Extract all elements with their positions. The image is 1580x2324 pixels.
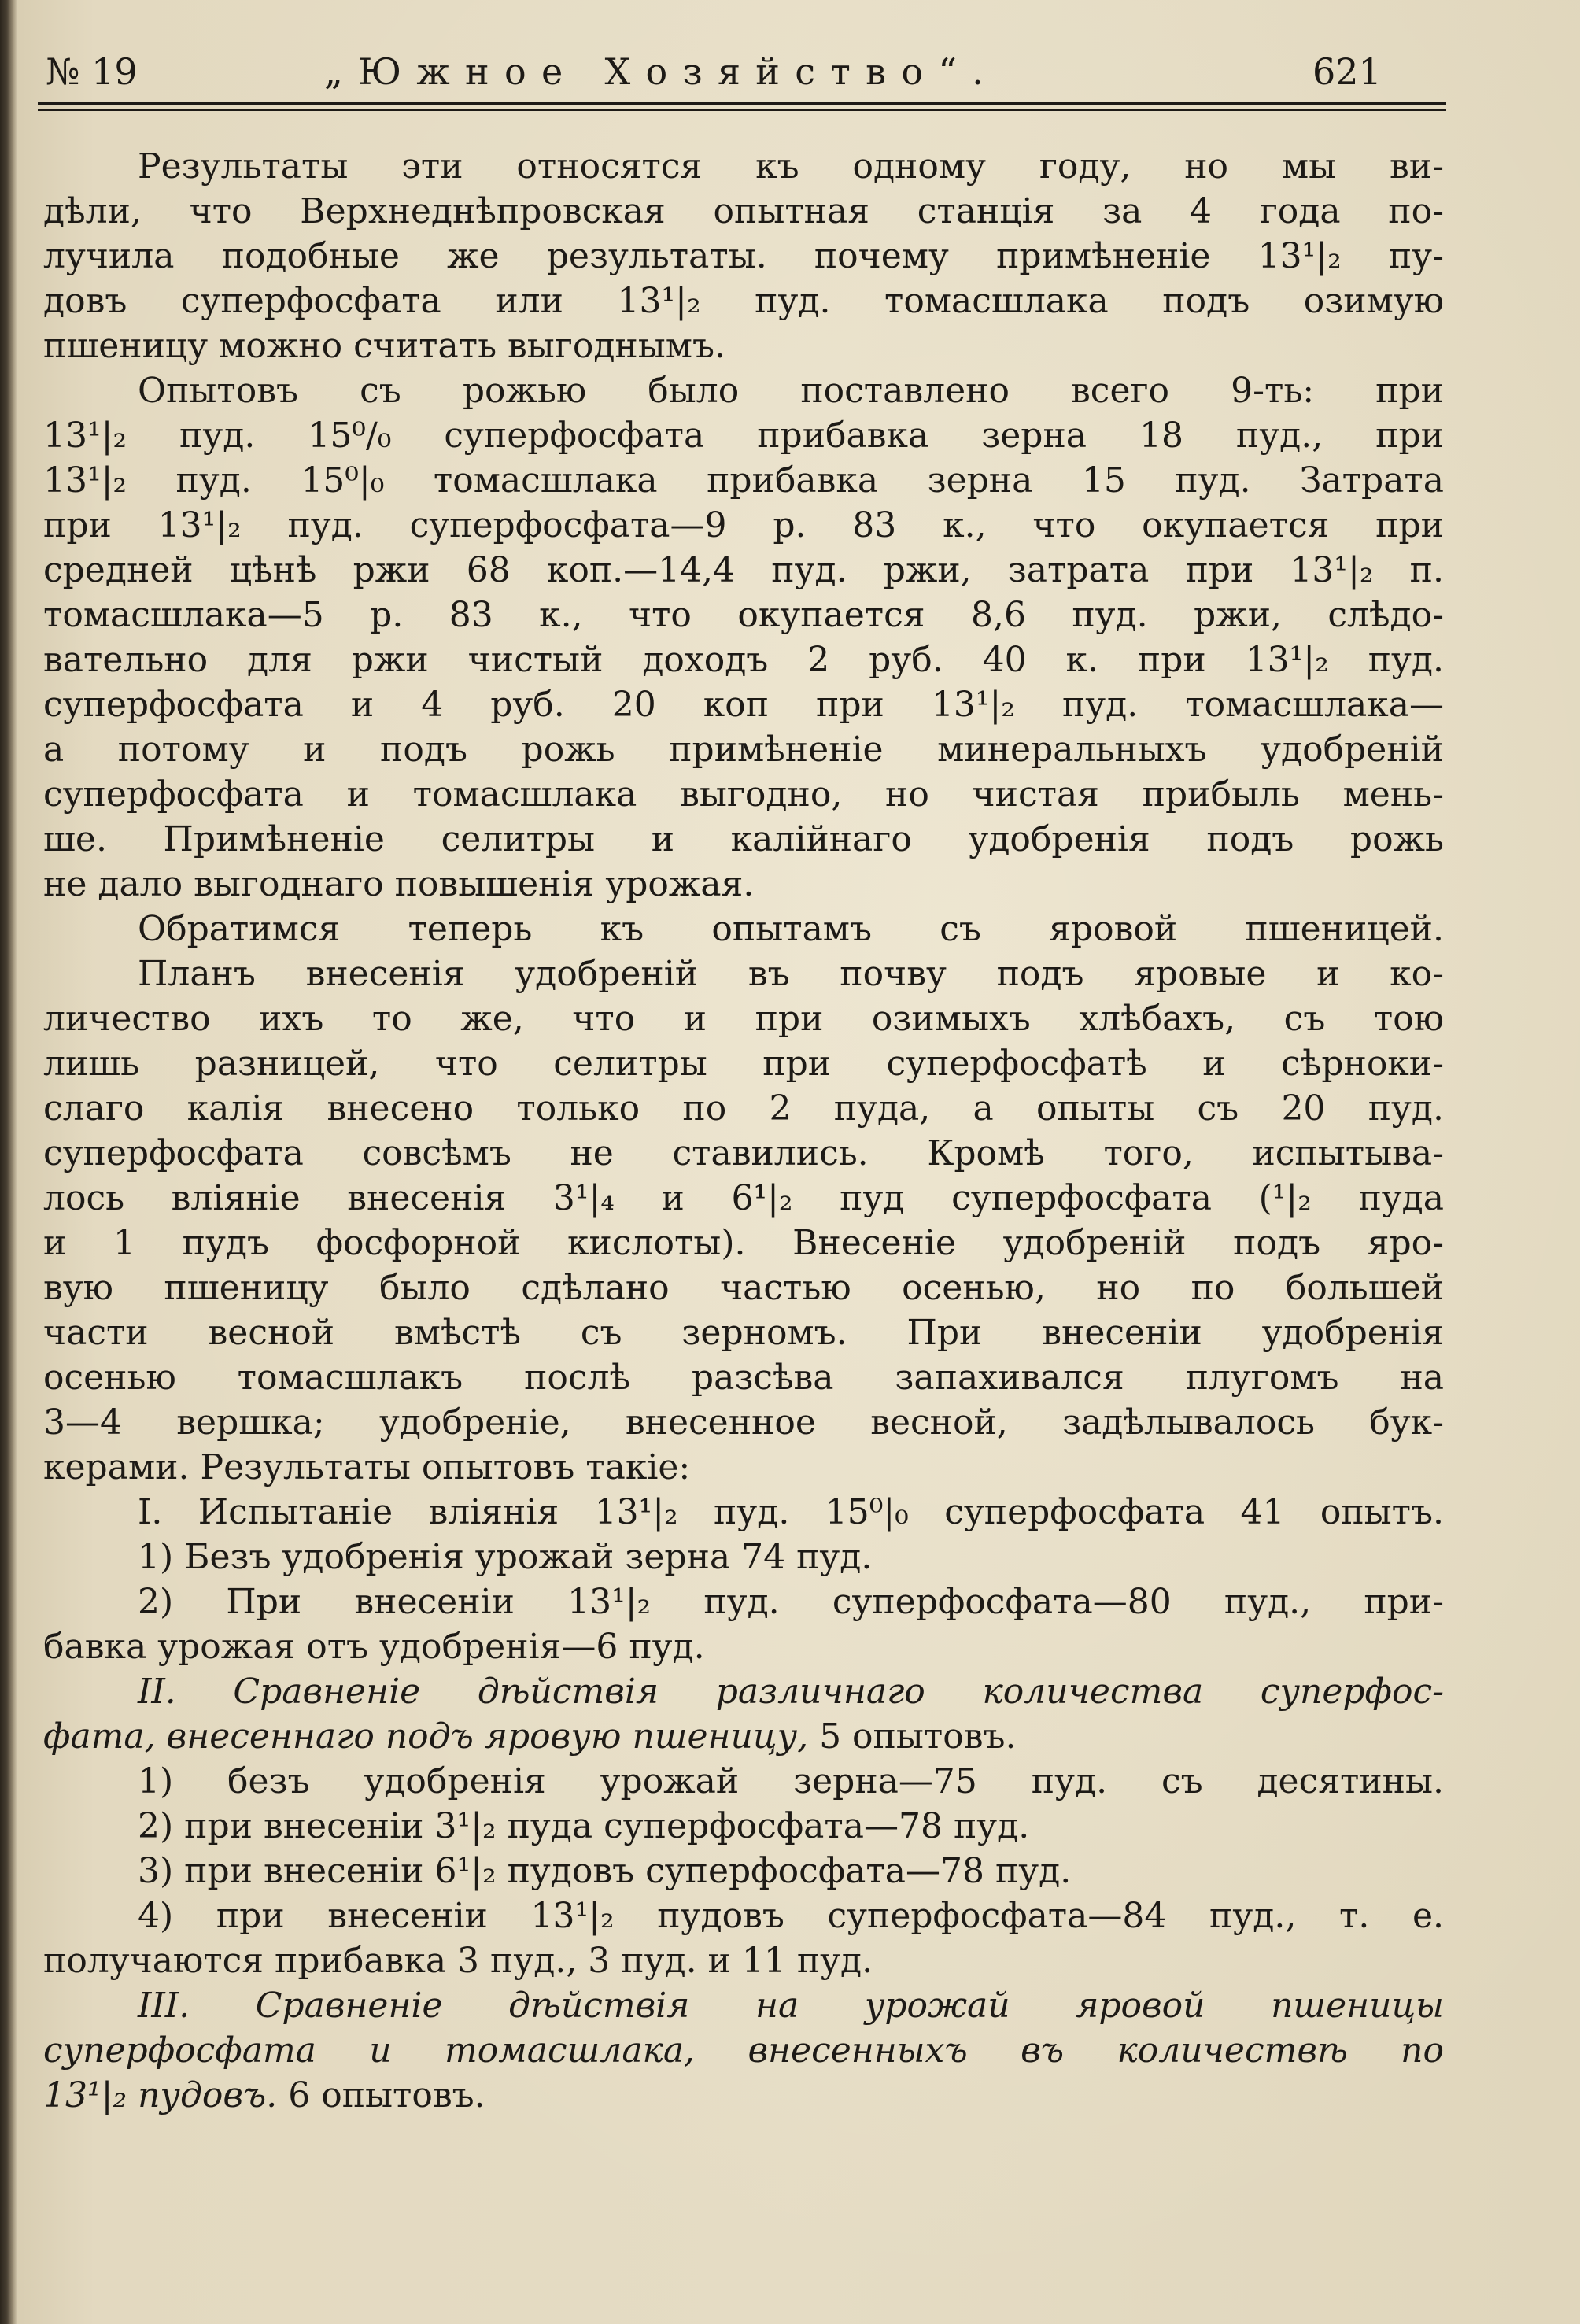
- page-binding-edge: [0, 0, 17, 2324]
- line-text: средней цѣнѣ ржи 68 коп.—14,4 пуд. ржи, затрата при 13¹|₂ п.: [43, 550, 1444, 590]
- line-text-italic: III. Сравненіе дѣйствія на урожай яровой пшеницы: [138, 1986, 1444, 2026]
- line-text: осенью томасшлакъ послѣ разсѣва запахивался плугомъ на: [43, 1358, 1444, 1398]
- line-text: Опытовъ съ рожью было поставлено всего 9-ть: при: [138, 371, 1444, 411]
- text-line: [43, 458, 1444, 503]
- line-text: 2) При внесеніи 13¹|₂ пуд. суперфосфата—80 пуд., при-: [138, 1582, 1444, 1622]
- text-line: [43, 1894, 1444, 1938]
- line-text: 3) при внесеніи 6¹|₂ пудовъ суперфосфата—78 пуд.: [138, 1851, 1072, 1891]
- line-text: 13¹|₂ пуд. 15⁰|₀ томасшлака прибавка зерна 15 пуд. Затрата: [43, 460, 1444, 501]
- line-text: Результаты эти относятся къ одному году, но мы ви-: [138, 146, 1444, 187]
- text-line: [43, 1938, 1444, 1983]
- text-line: [43, 727, 1444, 772]
- line-text: суперфосфата и томасшлака выгодно, но чистая прибыль мень-: [43, 774, 1444, 815]
- line-text: томасшлака—5 р. 83 к., что окупается 8,6 пуд. ржи, слѣдо-: [43, 595, 1444, 635]
- section-heading-line: [43, 1669, 1444, 1714]
- line-text: 5 опытовъ.: [808, 1716, 1017, 1757]
- text-line: [43, 1131, 1444, 1176]
- line-text: и 1 пудъ фосфорной кислоты). Внесеніе удобреній подъ яро-: [43, 1223, 1444, 1263]
- line-text: керами. Результаты опытовъ такіе:: [43, 1447, 691, 1487]
- line-text: лучила подобные же результаты. почему примѣненіе 13¹|₂ пу-: [43, 236, 1444, 276]
- line-text: 6 опытовъ.: [277, 2075, 485, 2115]
- text-line: [43, 323, 1444, 368]
- text-line: [43, 503, 1444, 548]
- line-text: довъ суперфосфата или 13¹|₂ пуд. томасшлака подъ озимую: [43, 281, 1444, 321]
- header-rule-thin: [38, 109, 1446, 111]
- line-text: слаго калія внесено только по 2 пуда, а опыты съ 20 пуд.: [43, 1088, 1444, 1129]
- text-line: [43, 637, 1444, 682]
- line-text: дѣли, что Верхнеднѣпровская опытная станція за 4 года по-: [43, 191, 1444, 231]
- text-line: [43, 1400, 1444, 1445]
- text-line: [43, 1086, 1444, 1131]
- text-line: [43, 189, 1444, 234]
- text-line: [43, 1849, 1444, 1894]
- line-text: 4) при внесеніи 13¹|₂ пудовъ суперфосфата—84 пуд., т. е.: [138, 1896, 1444, 1936]
- text-line: [43, 368, 1444, 413]
- text-line: [43, 279, 1444, 323]
- text-line: [43, 1759, 1444, 1804]
- journal-title: „Южное Хозяйство“.: [324, 50, 999, 93]
- text-line: [43, 1176, 1444, 1221]
- text-line: [43, 1445, 1444, 1490]
- text-line: [43, 413, 1444, 458]
- line-text: 3—4 вершка; удобреніе, внесенное весной, задѣлывалось бук-: [43, 1402, 1444, 1443]
- section-heading-line: [43, 1983, 1444, 2028]
- line-text: вую пшеницу было сдѣлано частью осенью, но по большей: [43, 1268, 1444, 1308]
- text-line: [43, 951, 1444, 996]
- line-text: при 13¹|₂ пуд. суперфосфата—9 р. 83 к., что окупается при: [43, 505, 1444, 545]
- text-line: [43, 996, 1444, 1041]
- text-line: [43, 548, 1444, 593]
- line-text: 1) Безъ удобренія урожай зерна 74 пуд.: [138, 1537, 873, 1577]
- line-text: а потому и подъ рожь примѣненіе минеральныхъ удобреній: [43, 730, 1444, 770]
- text-line: [43, 907, 1444, 951]
- line-text: Обратимся теперь къ опытамъ съ яровой пшеницей.: [138, 909, 1444, 949]
- line-text: части весной вмѣстѣ съ зерномъ. При внесеніи удобренія: [43, 1313, 1444, 1353]
- line-text-italic: II. Сравненіе дѣйствія различнаго количества суперфос-: [138, 1672, 1444, 1712]
- line-text: личество ихъ то же, что и при озимыхъ хлѣбахъ, съ тою: [43, 999, 1444, 1039]
- line-text: 1) безъ удобренія урожай зерна—75 пуд. съ десятины.: [138, 1761, 1444, 1801]
- line-text-italic: фата, внесеннаго подъ яровую пшеницу,: [43, 1716, 809, 1757]
- line-text: I. Испытаніе вліянія 13¹|₂ пуд. 15⁰|₀ суперфосфата 41 опытъ.: [138, 1492, 1444, 1532]
- header-rule: [38, 102, 1446, 105]
- text-line: [43, 234, 1444, 279]
- line-text: Планъ внесенія удобреній въ почву подъ яровые и ко-: [138, 954, 1444, 994]
- text-line: [43, 1535, 1444, 1580]
- text-line: [43, 1804, 1444, 1849]
- line-text: лось вліяніе внесенія 3¹|₄ и 6¹|₂ пуд суперфосфата (¹|₂ пуда: [43, 1178, 1444, 1218]
- text-line: [43, 144, 1444, 189]
- text-line: [43, 682, 1444, 727]
- text-line: [43, 862, 1444, 907]
- running-header: [0, 46, 1580, 98]
- text-line: [43, 772, 1444, 817]
- line-text-italic: суперфосфата и томасшлака, внесенныхъ въ количествѣ по: [43, 2030, 1444, 2071]
- line-text: 2) при внесеніи 3¹|₂ пуда суперфосфата—78 пуд.: [138, 1806, 1030, 1846]
- text-line: [43, 1265, 1444, 1310]
- text-line: [43, 817, 1444, 862]
- line-text: получаются прибавка 3 пуд., 3 пуд. и 11 пуд.: [43, 1941, 873, 1981]
- line-text: бавка урожая отъ удобренія—6 пуд.: [43, 1627, 705, 1667]
- line-text: 13¹|₂ пуд. 15⁰/₀ суперфосфата прибавка зерна 18 пуд., при: [43, 416, 1444, 456]
- text-line: [43, 1580, 1444, 1624]
- section-heading-line: [43, 1714, 1444, 1759]
- text-line: [43, 1310, 1444, 1355]
- line-text: пшеницу можно считать выгоднымъ.: [43, 326, 725, 366]
- line-text: суперфосфата совсѣмъ не ставились. Кромѣ того, испытыва-: [43, 1133, 1444, 1173]
- text-line: [43, 1355, 1444, 1400]
- line-text-italic: 13¹|₂ пудовъ.: [43, 2075, 278, 2115]
- text-line: [43, 1221, 1444, 1265]
- section-heading-line: [43, 2028, 1444, 2073]
- article-body: [43, 144, 1444, 2118]
- line-text: вательно для ржи чистый доходъ 2 руб. 40 к. при 13¹|₂ пуд.: [43, 640, 1444, 680]
- line-text: не дало выгоднаго повышенія урожая.: [43, 864, 755, 904]
- text-line: [43, 1624, 1444, 1669]
- text-line: [43, 1490, 1444, 1535]
- text-line: [43, 593, 1444, 637]
- line-text: лишь разницей, что селитры при суперфосфатѣ и сѣрноки-: [43, 1044, 1444, 1084]
- section-heading-line: [43, 2073, 1444, 2118]
- line-text: суперфосфата и 4 руб. 20 коп при 13¹|₂ пуд. томасшлака—: [43, 685, 1444, 725]
- issue-number: № 19: [46, 50, 138, 93]
- line-text: ше. Примѣненіе селитры и калійнаго удобренія подъ рожь: [43, 819, 1444, 859]
- page-number: 621: [1312, 50, 1382, 93]
- text-line: [43, 1041, 1444, 1086]
